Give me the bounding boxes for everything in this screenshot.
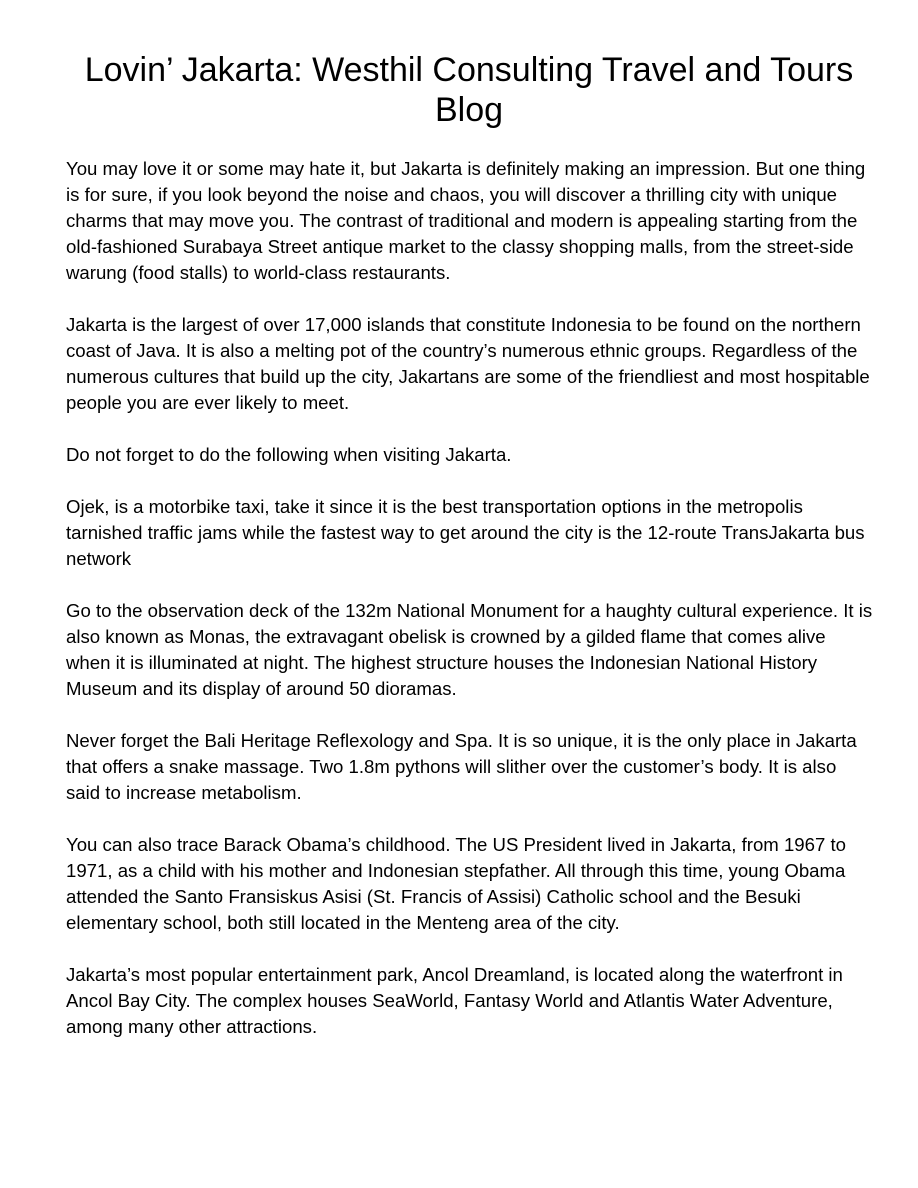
paragraph-ancol-dreamland: Jakarta’s most popular entertainment park, Ancol Dreamland, is located along the waterfront in Ancol Bay City. The complex houses SeaWorld, Fantasy World and Atlantis Water Adventure, among many other attractions. bbox=[66, 964, 843, 1037]
paragraph-intro: You may love it or some may hate it, but Jakarta is definitely making an impression. But one thing is for sure, if you look beyond the noise and chaos, you will discover a thrilling city with unique charms that may move you. The contrast of traditional and modern is appealing starting from the old-fashioned Surabaya Street antique market to the classy shopping malls, from the street-side warung (food stalls) to world-class restaurants. bbox=[66, 158, 866, 283]
paragraph-national-monument: Go to the observation deck of the 132m National Monument for a haughty cultural experience. It is also known as Monas, the extravagant obelisk is crowned by a gilded flame that comes alive when it is illuminated at night. The highest structure houses the Indonesian National History Museum and its display of around 50 dioramas. bbox=[66, 600, 873, 699]
paragraph-about-jakarta: Jakarta is the largest of over 17,000 islands that constitute Indonesia to be found on the northern coast of Java. It is also a melting pot of the country’s numerous ethnic groups. Regardless of the numerous cultures that build up the city, Jakartans are some of the friendliest and most hospitable people you are ever likely to meet. bbox=[66, 314, 870, 413]
paragraph-todo-intro: Do not forget to do the following when visiting Jakarta. bbox=[66, 444, 512, 465]
paragraph-bali-spa: Never forget the Bali Heritage Reflexology and Spa. It is so unique, it is the only place in Jakarta that offers a snake massage. Two 1.8m pythons will slither over the customer’s body. It is also said to increase metabolism. bbox=[66, 730, 857, 803]
document-body bbox=[66, 156, 874, 1066]
paragraph-ojek: Ojek, is a motorbike taxi, take it since it is the best transportation options in the metropolis tarnished traffic jams while the fastest way to get around the city is the 12-route TransJakarta bus network bbox=[66, 496, 865, 569]
paragraph-obama: You can also trace Barack Obama’s childhood. The US President lived in Jakarta, from 1967 to 1971, as a child with his mother and Indonesian stepfather. All through this time, young Obama attended the Santo Fransiskus Asisi (St. Francis of Assisi) Catholic school and the Besuki elementary school, both still located in the Menteng area of the city. bbox=[66, 834, 846, 933]
page-title: Lovin’ Jakarta: Westhil Consulting Travel and Tours Blog bbox=[84, 51, 854, 129]
